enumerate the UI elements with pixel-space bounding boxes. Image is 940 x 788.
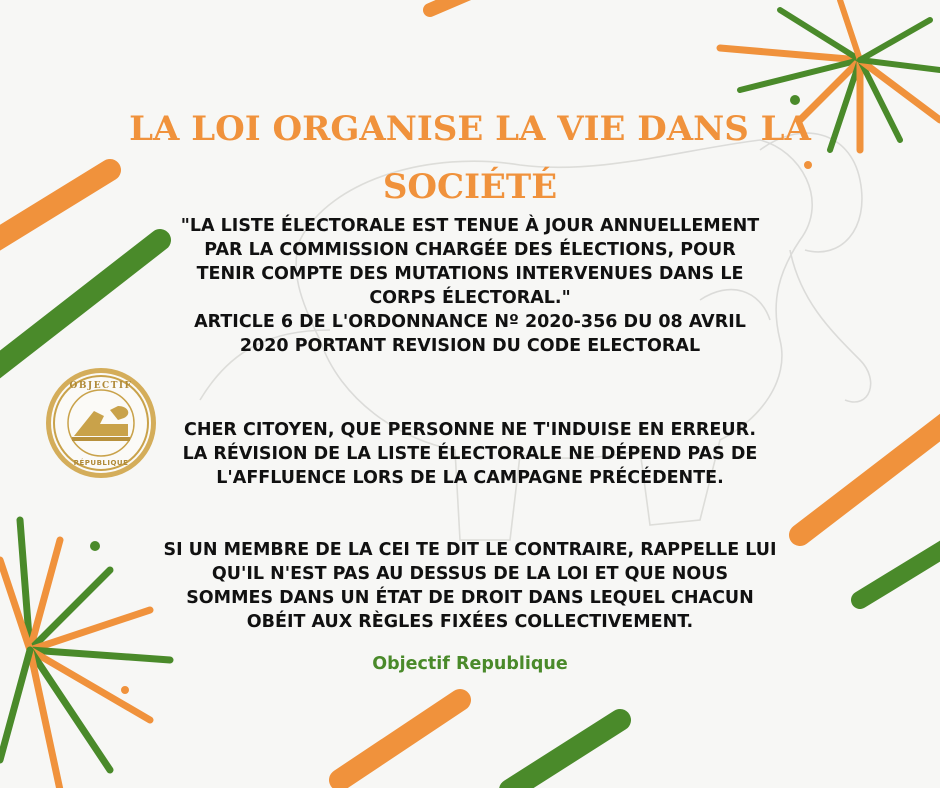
quote-line: CORPS ÉLECTORAL." [369, 288, 571, 308]
quote-line: ARTICLE 6 DE L'ORDONNANCE Nº 2020-356 DU 08 AVRIL [194, 312, 746, 332]
message-line: L'AFFLUENCE LORS DE LA CAMPAGNE PRÉCÉDENTE. [216, 468, 724, 488]
quote-line: PAR LA COMMISSION CHARGÉE DES ÉLECTIONS, POUR [204, 240, 736, 260]
message-line: LA RÉVISION DE LA LISTE ÉLECTORALE NE DÉPEND PAS DE [182, 444, 758, 464]
message-line: QU'IL N'EST PAS AU DESSUS DE LA LOI ET QUE NOUS [211, 564, 729, 584]
logo-top-text: OBJECTIF [69, 381, 133, 391]
message-line: CHER CITOYEN, QUE PERSONNE NE T'INDUISE EN ERREUR. [183, 420, 757, 440]
title-line-1: LA LOI ORGANISE LA VIE DANS LA [129, 109, 811, 149]
signature: Objectif Republique [372, 654, 568, 674]
message-line: SI UN MEMBRE DE LA CEI TE DIT LE CONTRAIRE, RAPPELLE LUI [163, 540, 777, 560]
citizen-message [150, 418, 790, 490]
title-line-2: SOCIÉTÉ [382, 167, 558, 207]
quote-line: TENIR COMPTE DES MUTATIONS INTERVENUES DANS LE [196, 264, 744, 284]
logo-bottom-text: RÉPUBLIQUE [73, 459, 129, 467]
reminder-message [150, 538, 790, 634]
brush-strokes-bottom [340, 700, 620, 788]
objectif-republique-logo [44, 366, 158, 480]
quote-line: "LA LISTE ÉLECTORALE EST TENUE À JOUR ANNUELLEMENT [180, 216, 760, 236]
page-title [100, 100, 840, 216]
law-quote [150, 214, 790, 358]
quote-line: 2020 PORTANT REVISION DU CODE ELECTORAL [239, 336, 701, 356]
message-line: OBÉIT AUX RÈGLES FIXÉES COLLECTIVEMENT. [246, 612, 694, 632]
brush-strokes-right [800, 420, 940, 600]
message-line: SOMMES DANS UN ÉTAT DE DROIT DANS LEQUEL CHACUN [186, 588, 754, 608]
